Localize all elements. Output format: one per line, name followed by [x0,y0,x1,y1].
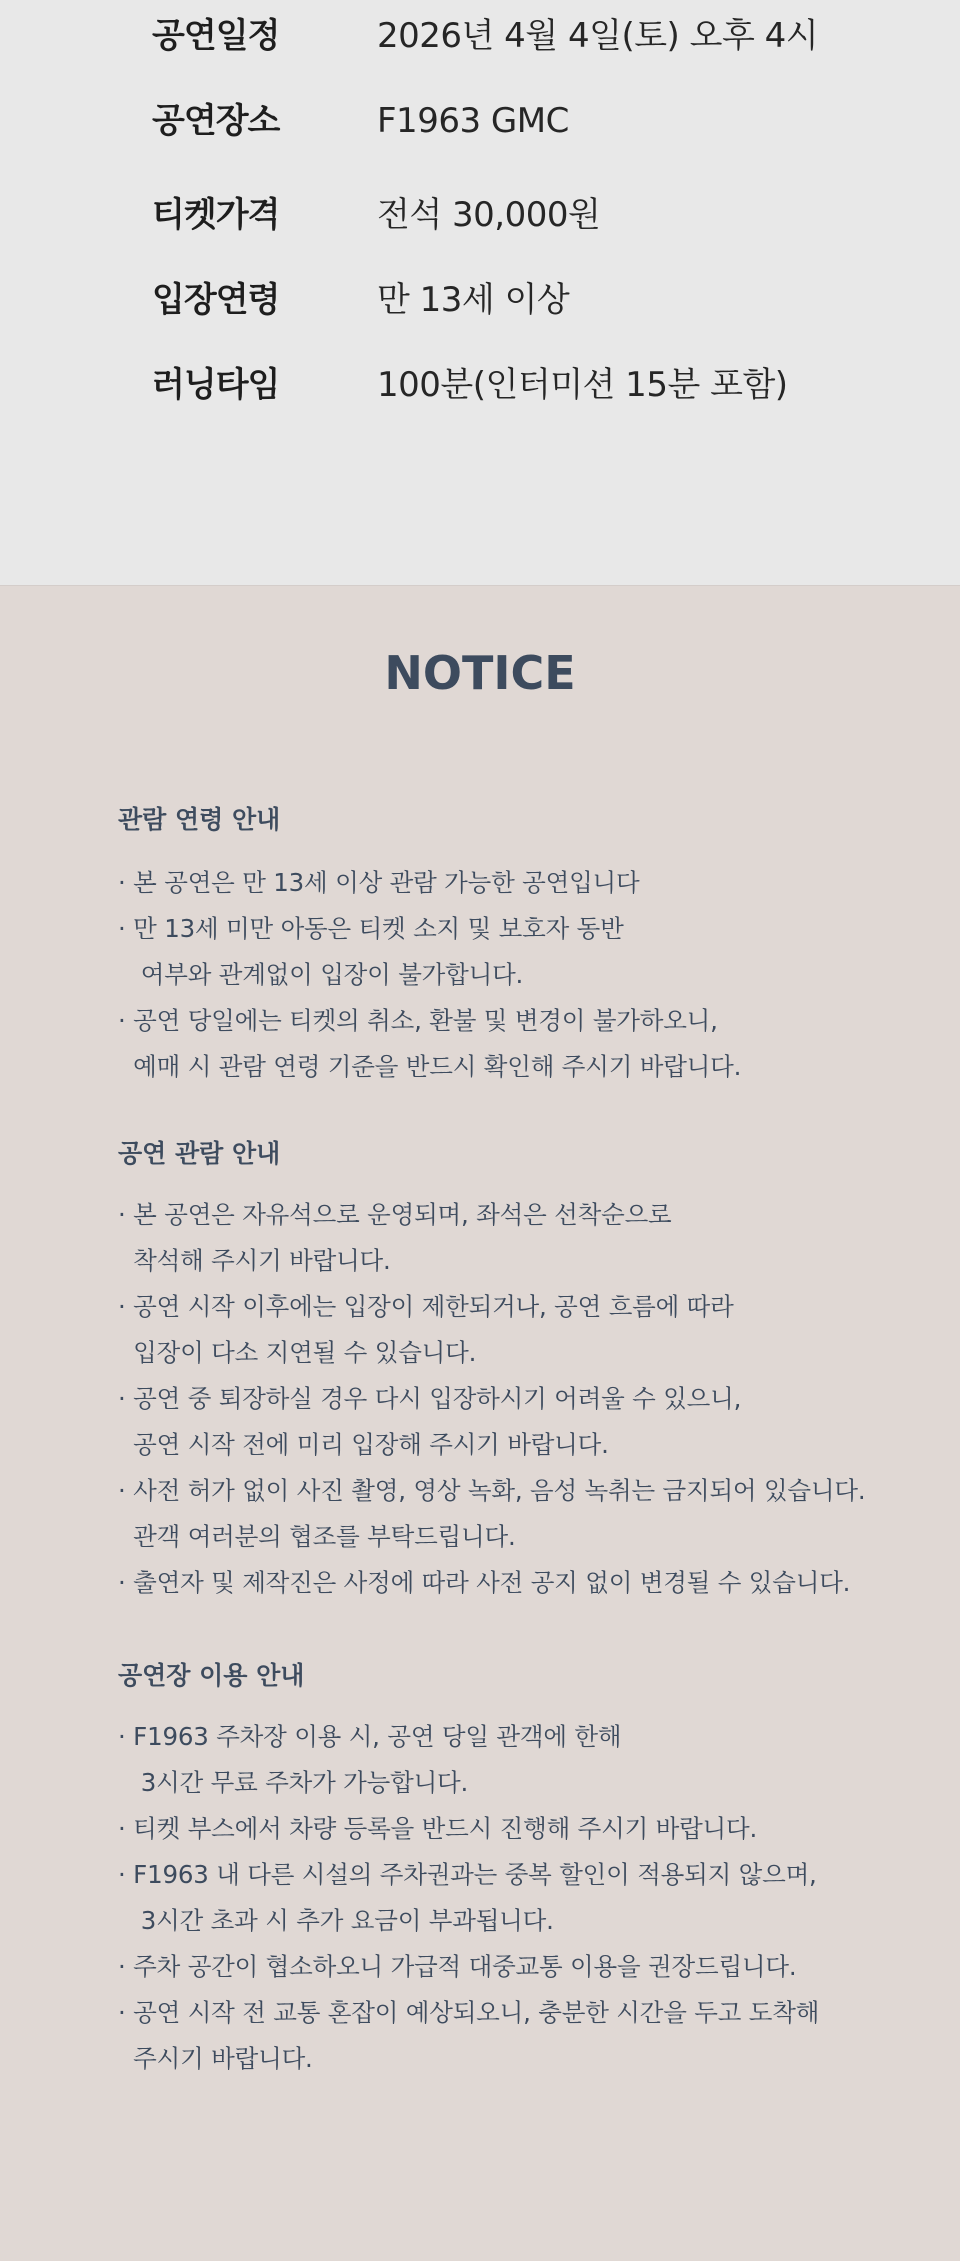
info-row-venue [0,91,960,151]
notice-line: · 공연 당일에는 티켓의 취소, 환불 및 변경이 불가하오니, [118,1006,718,1035]
notice-line: 착석해 주시기 바랍니다. [118,1246,391,1275]
group-heading: 공연 관람 안내 [118,1139,281,1168]
notice-list [118,860,741,1090]
notice-line: · 공연 시작 전 교통 혼잡이 예상되오니, 충분한 시간을 두고 도착해 [118,1998,820,2027]
notice-list [118,1714,819,2082]
notice-line: · F1963 내 다른 시설의 주차권과는 중복 할인이 적용되지 않으며, [118,1860,817,1889]
group-heading: 공연장 이용 안내 [118,1661,305,1690]
notice-line: 여부와 관계없이 입장이 불가합니다. [118,960,524,989]
info-value: 만 13세 이상 [377,280,570,320]
notice-line: · 출연자 및 제작진은 사정에 따라 사전 공지 없이 변경될 수 있습니다. [118,1568,851,1597]
info-row-schedule [0,6,960,66]
info-row-age [0,270,960,330]
notice-section [0,586,960,2261]
notice-line: 예매 시 관람 연령 기준을 반드시 확인해 주시기 바랍니다. [118,1052,742,1081]
notice-line: 3시간 무료 주차가 가능합니다. [118,1768,469,1797]
info-label: 러닝타임 [152,365,280,405]
notice-line: 공연 시작 전에 미리 입장해 주시기 바랍니다. [118,1430,609,1459]
notice-line: 주시기 바랍니다. [118,2044,313,2073]
info-label: 입장연령 [152,280,280,320]
notice-line: · 주차 공간이 협소하오니 가급적 대중교통 이용을 권장드립니다. [118,1952,797,1981]
notice-line: 입장이 다소 지연될 수 있습니다. [118,1338,477,1367]
group-heading: 관람 연령 안내 [118,805,281,834]
info-value: 100분(인터미션 15분 포함) [377,365,788,405]
performance-info-section [0,0,960,586]
info-row-price [0,185,960,245]
notice-line: · 본 공연은 만 13세 이상 관람 가능한 공연입니다 [118,868,640,897]
notice-line: 3시간 초과 시 추가 요금이 부과됩니다. [118,1906,554,1935]
notice-line: · 티켓 부스에서 차량 등록을 반드시 진행해 주시기 바랍니다. [118,1814,758,1843]
info-value: 2026년 4월 4일(토) 오후 4시 [377,16,819,56]
notice-line: 관객 여러분의 협조를 부탁드립니다. [118,1522,516,1551]
info-value: 전석 30,000원 [377,195,601,235]
notice-line: · 공연 시작 이후에는 입장이 제한되거나, 공연 흐름에 따라 [118,1292,734,1321]
info-label: 공연일정 [152,16,280,56]
notice-line: · 본 공연은 자유석으로 운영되며, 좌석은 선착순으로 [118,1200,672,1229]
info-label: 티켓가격 [152,195,280,235]
notice-title: NOTICE [384,646,576,700]
notice-line: · 만 13세 미만 아동은 티켓 소지 및 보호자 동반 [118,914,624,943]
info-label: 공연장소 [152,101,280,141]
notice-line: · 사전 허가 없이 사진 촬영, 영상 녹화, 음성 녹취는 금지되어 있습니다. [118,1476,866,1505]
notice-line: · F1963 주차장 이용 시, 공연 당일 관객에 한해 [118,1722,622,1751]
info-value: F1963 GMC [377,101,569,141]
notice-line: · 공연 중 퇴장하실 경우 다시 입장하시기 어려울 수 있으니, [118,1384,742,1413]
notice-list [118,1192,865,1606]
info-row-running-time [0,355,960,415]
